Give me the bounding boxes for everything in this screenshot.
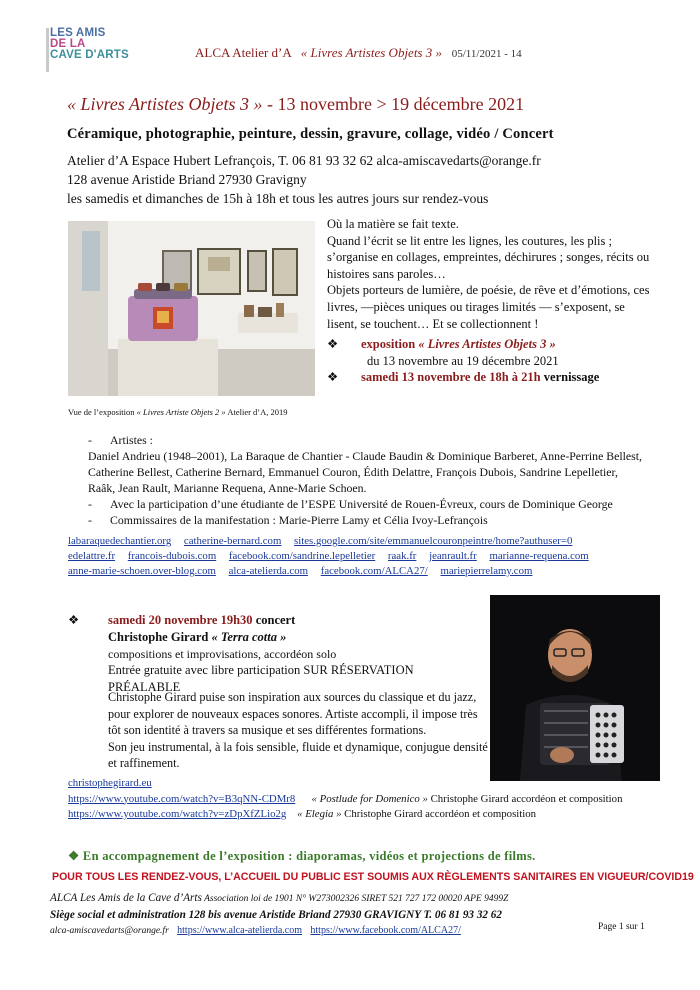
exhibition-photo-drawing	[68, 221, 315, 396]
header-org: ALCA Atelier d’A	[195, 45, 292, 60]
dash: -	[88, 513, 92, 527]
address-line-1: Atelier d’A Espace Hubert Lefrançois, T. 06 81 93 32 62 alca-amiscavedarts@orange.fr	[67, 153, 541, 168]
artist-link[interactable]: edelattre.fr	[68, 550, 116, 562]
youtube-desc-1: Christophe Girard accordéon et composition	[427, 792, 623, 805]
alca-logo	[50, 28, 130, 61]
musician-photo	[490, 595, 660, 781]
musician-links	[68, 776, 622, 823]
intro-paragraph: Objets porteurs de lumière, de poésie, de rêve et d’émotions, ces livres, —pièces uniques ou tirages limités — s’exposent, se lisent, se touchent… Et se collectionnent !	[327, 283, 650, 331]
artist-link[interactable]: mariepierrelamy.com	[440, 565, 533, 577]
page-header	[195, 45, 522, 61]
footer-org: ALCA Les Amis de la Cave d’Arts	[50, 892, 202, 904]
header-title: « Livres Artistes Objets 3 »	[300, 45, 442, 60]
youtube-link-2[interactable]: https://www.youtube.com/watch?v=zDpXfZLio2g	[68, 808, 287, 820]
dash: -	[88, 497, 92, 511]
intro-text	[327, 216, 657, 332]
bio-paragraph: Son jeu instrumental, à la fois sensible, fluide et dynamique, conjugue densité et raffinement.	[108, 739, 488, 771]
vernissage-label: vernissage	[540, 370, 600, 384]
header-ref: 05/11/2021 - 14	[451, 48, 522, 60]
dash: -	[88, 433, 92, 447]
footer-facebook-link[interactable]: https://www.facebook.com/ALCA27/	[310, 925, 461, 936]
musician-bio	[108, 689, 488, 772]
musician-site-link[interactable]: christophegirard.eu	[68, 777, 152, 789]
bullet-icon: ❖	[68, 613, 80, 627]
expo-dates: du 13 novembre au 19 décembre 2021	[367, 354, 559, 368]
artist-link[interactable]: labaraquedechantier.org	[68, 535, 172, 547]
artist-link[interactable]: alca-atelierda.com	[228, 565, 309, 577]
expo-line	[327, 336, 556, 353]
youtube-title-2: « Elegia »	[297, 808, 342, 820]
vernissage-date: samedi 13 novembre de 18h à 21h	[361, 370, 541, 384]
concert-work: « Terra cotta »	[211, 629, 287, 644]
expo-title: « Livres Artistes Objets 3 »	[418, 337, 556, 351]
youtube-title-1: « Postlude for Domenico »	[311, 792, 428, 805]
footer-siege: Siège social et administration 128 bis avenue Aristide Briand 27930 GRAVIGNY T. 06 81 93 32 62	[50, 908, 502, 921]
address-line-3: les samedis et dimanches de 15h à 18h et tous les autres jours sur rendez-vous	[67, 191, 489, 206]
concert-entry: Entrée gratuite avec libre participation SUR RÉSERVATION PRÉALABLE	[108, 663, 414, 695]
event-subtitle: Céramique, photographie, peinture, dessin, gravure, collage, vidéo / Concert	[67, 126, 554, 142]
links-row-3	[68, 564, 542, 580]
expo-label-text: exposition	[361, 337, 419, 351]
links-row-2	[68, 549, 599, 565]
concert-date: samedi 20 novembre 19h30	[108, 613, 253, 627]
address-line-2: 128 avenue Aristide Briand 27930 Gravigny	[67, 172, 307, 187]
concert-label: concert	[252, 613, 296, 627]
footer-legal: Association loi de 1901 N° W273002326 SIRET 521 727 172 00020 APE 9499Z	[201, 894, 509, 904]
artists-list: Daniel Andrieu (1948–2001), La Baraque de Chantier - Claude Baudin & Dominique Barberet, Anne-Perrine Bellest, Catherine Bellest, Catherine Bernard, Emmanuel Couron, Édith Delattre, François Dubois, Sandrine Lepelletier, Raâk, Jean Rault, Marianne Requena, Anne-Marie Schoen.	[88, 449, 642, 495]
artist-link[interactable]: facebook.com/ALCA27/	[320, 565, 428, 577]
caption-suffix: Atelier d’A, 2019	[225, 407, 288, 417]
concert-artist: Christophe Girard	[108, 629, 212, 644]
intro-paragraph: Où la matière se fait texte.	[327, 217, 459, 231]
artists-participation: Avec la participation d’une étudiante de l’ESPE Université de Rouen-Évreux, cours de Dominique George	[110, 497, 613, 511]
page-number: Page 1 sur 1	[598, 922, 645, 932]
exhibition-photo	[68, 221, 315, 396]
artist-link[interactable]: francois-dubois.com	[127, 550, 217, 562]
expo-label	[351, 337, 556, 351]
footer-email[interactable]: alca-amiscavedarts@orange.fr	[50, 926, 169, 936]
youtube-desc-2: Christophe Girard accordéon et composition	[341, 808, 537, 820]
logo-bar	[46, 28, 49, 72]
artist-link[interactable]: anne-marie-schoen.over-blog.com	[68, 565, 216, 577]
artists-section	[88, 432, 648, 528]
concert-section	[68, 612, 488, 696]
caption-prefix: Vue de l’exposition	[68, 407, 137, 417]
event-title-name: « Livres Artistes Objets 3 »	[67, 94, 263, 114]
logo-line-1: LES AMIS	[50, 27, 106, 39]
artist-link[interactable]: jeanrault.fr	[429, 550, 477, 562]
bullet-icon: ❖	[327, 370, 339, 384]
venue-address	[67, 151, 541, 208]
intro-paragraph: Quand l’écrit se lit entre les lignes, les coutures, les plis ; s’organise en collages, empreintes, déchirures ; songes, récits ou histoires sans paroles…	[327, 233, 650, 281]
musician-photo-drawing	[490, 595, 660, 781]
accompaniment-note: ❖ En accompagnement de l’exposition : diaporamas, vidéos et projections de films.	[68, 849, 536, 863]
logo-line-3: CAVE D'ARTS	[50, 49, 129, 61]
footer	[50, 891, 660, 940]
bio-paragraph: Christophe Girard puise son inspiration aux sources du classique et du jazz, pour explorer de nouveaux espaces sonores. Artiste accompli, il impose très tôt son identité à travers sa musique et ses différentes formations.	[108, 690, 478, 738]
artist-link[interactable]: catherine-bernard.com	[183, 535, 282, 547]
artist-link[interactable]: sites.google.com/site/emmanuelcouronpeintre/home?authuser=0	[294, 535, 573, 547]
footer-site-link[interactable]: https://www.alca-atelierda.com	[177, 925, 303, 936]
links-row-1	[68, 534, 582, 550]
artists-curators: Commissaires de la manifestation : Marie-Pierre Lamy et Célia Ivoy-Lefrançois	[110, 513, 488, 527]
concert-desc: compositions et improvisations, accordéon solo	[108, 646, 337, 661]
event-title	[67, 94, 524, 115]
bullet-icon: ❖	[327, 337, 339, 351]
logo-line-2: DE LA	[50, 38, 86, 50]
artist-link[interactable]: marianne-requena.com	[489, 550, 589, 562]
photo-caption	[68, 407, 288, 417]
artists-heading: Artistes :	[110, 433, 153, 447]
vernissage-line	[327, 369, 599, 386]
artist-link[interactable]: raak.fr	[387, 550, 417, 562]
youtube-link-1[interactable]: https://www.youtube.com/watch?v=B3qNN-CDMr8	[68, 792, 296, 805]
event-title-dates: - 13 novembre > 19 décembre 2021	[262, 94, 525, 114]
artist-link[interactable]: facebook.com/sandrine.lepelletier	[228, 550, 376, 562]
covid-warning: POUR TOUS LES RENDEZ-VOUS, L’ACCUEIL DU PUBLIC EST SOUMIS AUX RÈGLEMENTS SANITAIRES EN VIGUEUR/COVID19	[52, 871, 694, 883]
caption-title: « Livres Artiste Objets 2 »	[136, 407, 226, 417]
